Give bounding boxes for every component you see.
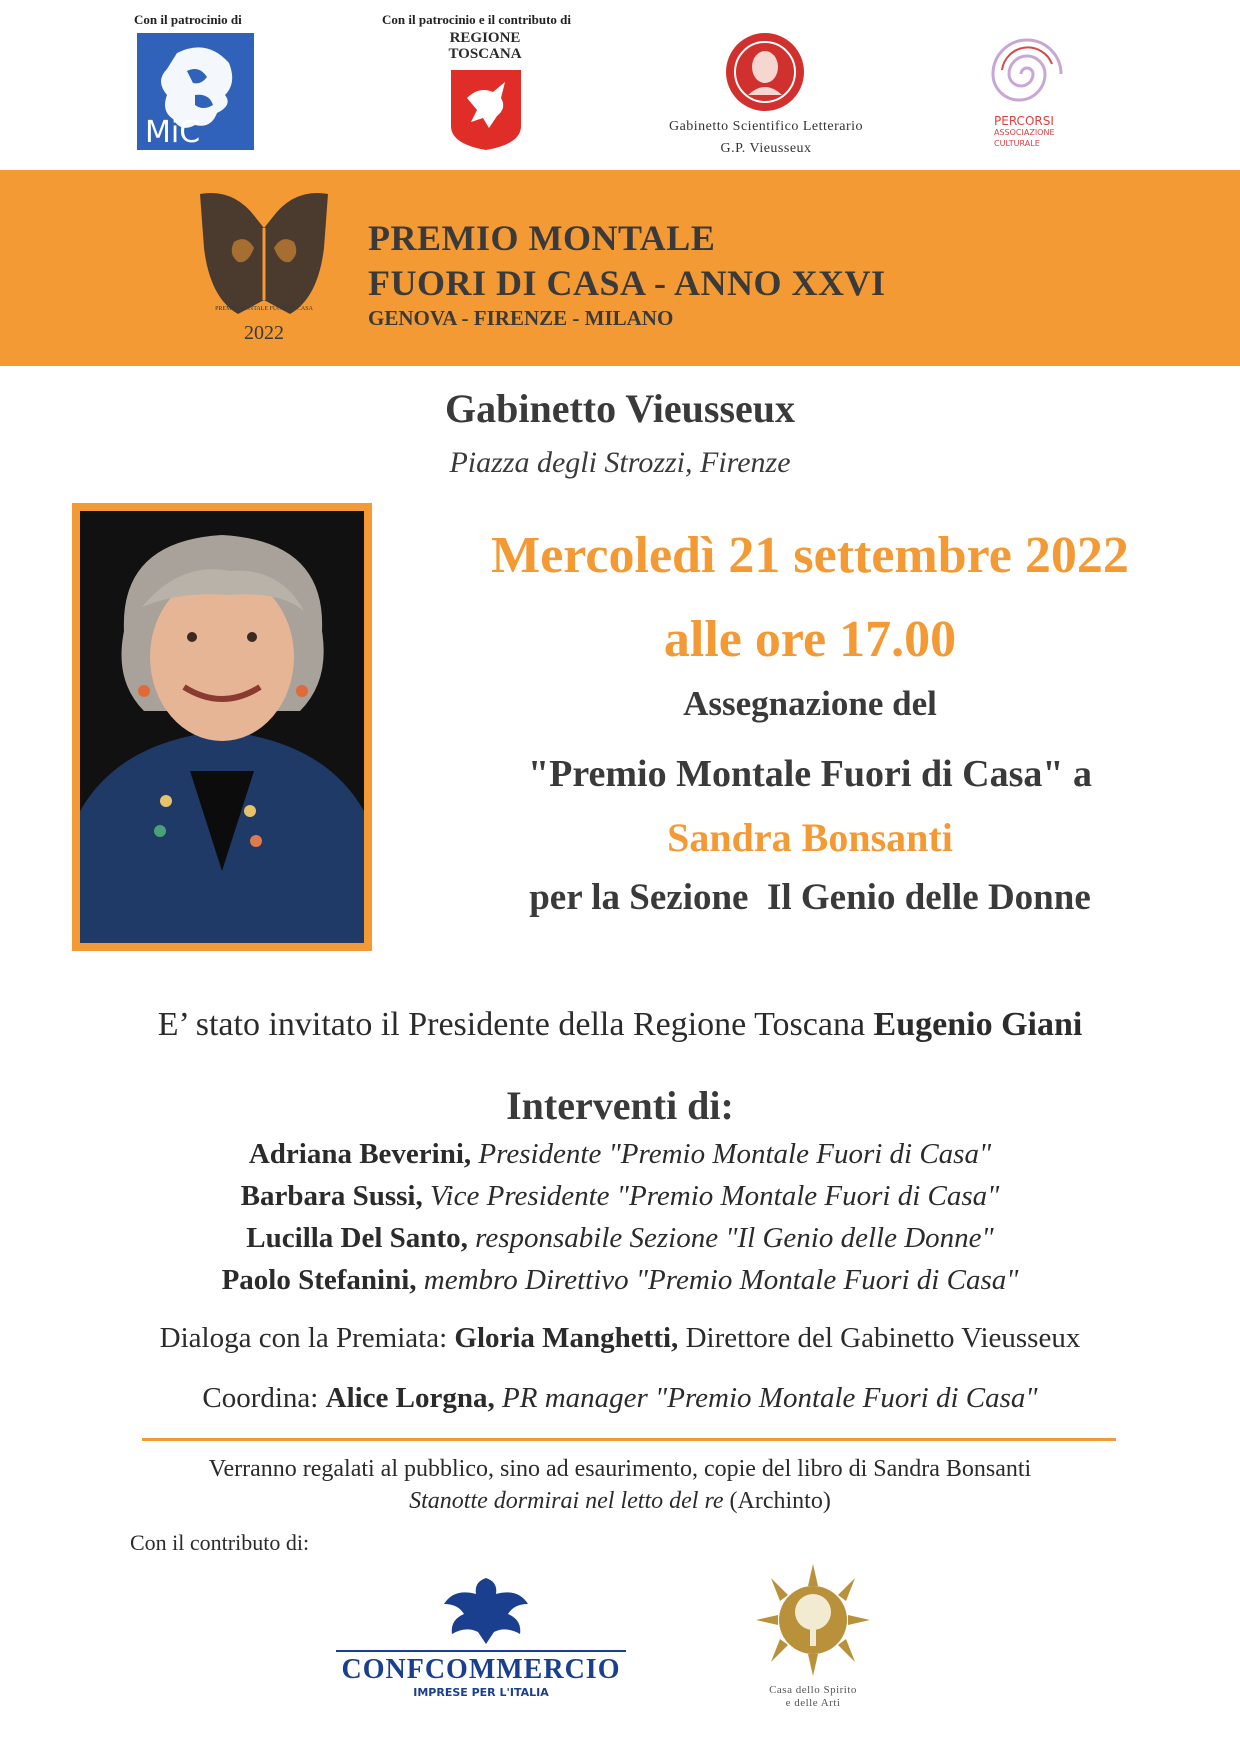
speaker-row	[0, 1180, 1240, 1213]
regione-label-line1: REGIONE	[449, 30, 521, 46]
dialog-name: Gloria Manghetti,	[454, 1322, 679, 1354]
percorsi-label-line1: PERCORSI	[994, 114, 1054, 128]
speaker-name: Adriana Beverini,	[248, 1138, 472, 1170]
mic-logo	[137, 33, 254, 150]
confcommercio-sublabel: IMPRESE PER L'ITALIA	[413, 1686, 549, 1699]
event-assignment: Assegnazione del	[683, 684, 937, 723]
header-cities: GENOVA - FIRENZE - MILANO	[368, 306, 674, 330]
interventions-heading: Interventi di:	[506, 1083, 734, 1128]
dialog-line	[0, 1322, 1240, 1355]
award-name: "Premio Montale Fuori di Casa" a	[528, 753, 1092, 795]
mic-caption: Con il patrocinio di	[134, 12, 242, 27]
speaker-row	[0, 1138, 1240, 1171]
dialog-prefix: Dialoga con la Premiata:	[159, 1322, 455, 1354]
logo-caption: PREMIO MONTALE FUORI DI CASA	[215, 306, 313, 312]
header-title-line1: PREMIO MONTALE	[368, 218, 716, 258]
invitation-text: E’ stato invitato il Presidente della Regione Toscana	[157, 1006, 874, 1043]
venue-name: Gabinetto Vieusseux	[444, 386, 796, 431]
book-publisher: (Archinto)	[723, 1488, 831, 1514]
percorsi-logo	[982, 30, 1072, 160]
casa-spirito-line2: e delle Arti	[785, 1697, 841, 1709]
coordinator-role: PR manager "Premio Montale Fuori di Casa"	[494, 1382, 1038, 1414]
event-time: alle ore 17.00	[663, 611, 957, 668]
coordinator-prefix: Coordina:	[202, 1382, 326, 1414]
contributors-label: Con il contributo di:	[130, 1530, 310, 1555]
vieusseux-label-line2: G.P. Vieusseux	[720, 141, 812, 156]
portrait-frame	[72, 503, 372, 951]
divider	[142, 1438, 1116, 1441]
sun-tree-icon	[738, 1562, 888, 1678]
speaker-row	[0, 1222, 1240, 1255]
gift-line: Verranno regalati al pubblico, sino ad esaurimento, copie del libro di Sandra Bonsanti	[208, 1456, 1032, 1482]
book-title: Stanotte dormirai nel letto del re	[409, 1488, 724, 1514]
portrait-photo	[80, 511, 364, 943]
invited-president-name: Eugenio Giani	[873, 1006, 1083, 1043]
speaker-role: responsabile Sezione "Il Genio delle Donne"	[467, 1222, 994, 1254]
casa-spirito-line1: Casa dello Spirito	[769, 1684, 857, 1696]
winner-name: Sandra Bonsanti	[667, 815, 953, 860]
book-line	[0, 1488, 1240, 1515]
percorsi-label-line2: ASSOCIAZIONE	[994, 128, 1055, 137]
venue-address: Piazza degli Strozzi, Firenze	[449, 446, 791, 479]
vieusseux-label	[616, 116, 916, 160]
header-title	[368, 216, 886, 306]
percorsi-spiral-icon	[982, 30, 1072, 118]
confcommercio-label: CONFCOMMERCIO	[341, 1654, 621, 1685]
toscana-shield-icon	[449, 68, 523, 152]
event-date: Mercoledì 21 settembre 2022	[491, 527, 1129, 584]
logo-year: 2022	[244, 322, 284, 344]
confcommercio-rule	[336, 1650, 626, 1652]
regione-label-line2: TOSCANA	[448, 46, 522, 62]
eagle-icon	[336, 1574, 636, 1646]
confcommercio-logo	[336, 1574, 636, 1699]
vieusseux-label-line1: Gabinetto Scientifico Letterario	[668, 119, 864, 134]
portrait-image	[80, 511, 364, 943]
header-title-line2: FUORI DI CASA - ANNO XXVI	[368, 263, 886, 303]
coordinator-name: Alice Lorgna,	[325, 1382, 495, 1414]
casa-spirito-label	[738, 1684, 888, 1710]
montale-profiles-icon	[194, 188, 334, 318]
premio-montale-logo	[194, 188, 334, 350]
regione-caption: Con il patrocinio e il contributo di	[382, 12, 571, 27]
speaker-role: Vice Presidente "Premio Montale Fuori di Casa"	[422, 1180, 1000, 1212]
regione-label	[440, 30, 530, 62]
dialog-role: Direttore del Gabinetto Vieusseux	[678, 1322, 1081, 1354]
speaker-role: Presidente "Premio Montale Fuori di Casa"	[471, 1138, 992, 1170]
vieusseux-emblem-icon	[726, 33, 804, 111]
mic-label: MiC	[145, 115, 201, 150]
coordinator-line	[0, 1382, 1240, 1415]
speaker-name: Barbara Sussi,	[240, 1180, 423, 1212]
speaker-name: Paolo Stefanini,	[221, 1264, 417, 1296]
speaker-role: membro Direttivo "Premio Montale Fuori di Casa"	[416, 1264, 1019, 1296]
award-section: per la Sezione Il Genio delle Donne	[529, 877, 1091, 918]
casa-spirito-logo	[738, 1562, 888, 1722]
speaker-row	[0, 1264, 1240, 1297]
speaker-name: Lucilla Del Santo,	[246, 1222, 468, 1254]
percorsi-label-line3: CULTURALE	[994, 139, 1040, 148]
invitation-line	[0, 1006, 1240, 1044]
